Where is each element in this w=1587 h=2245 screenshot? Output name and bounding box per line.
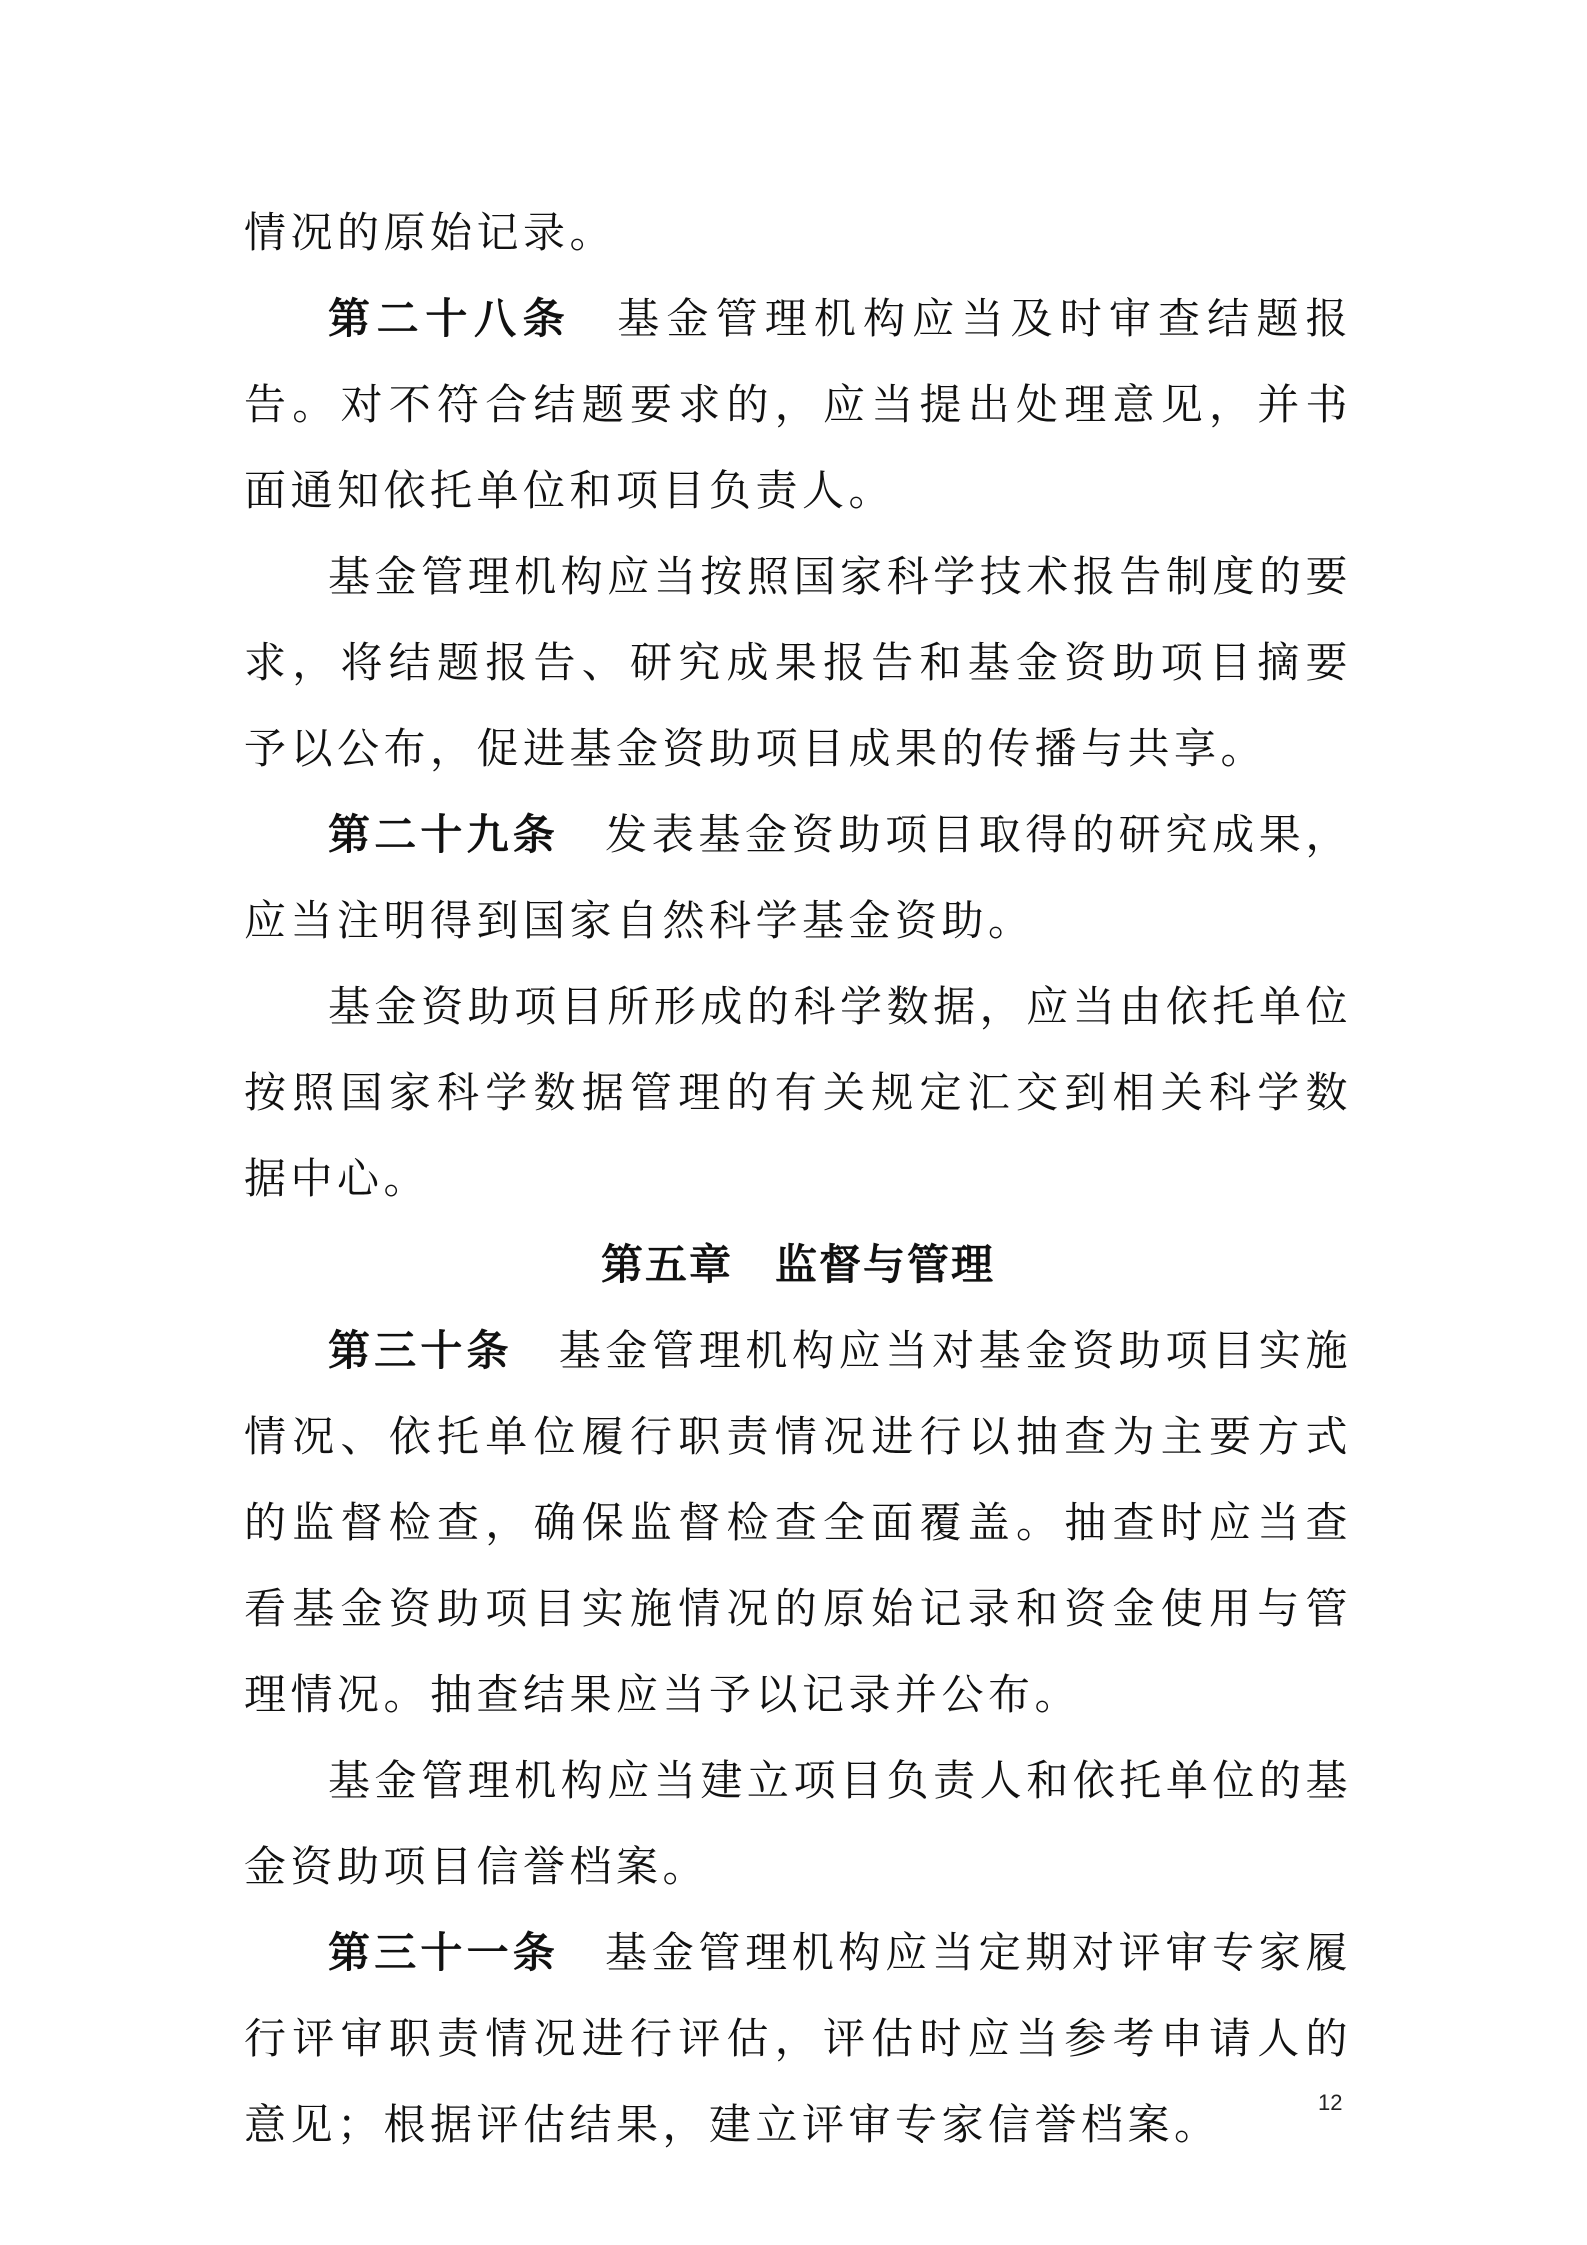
article-heading: 第二十八条 bbox=[328, 294, 572, 343]
document-body bbox=[244, 190, 1352, 2168]
article-text: 发表基金资助项目取得的研究成果，应当注明得到国家自然科学基金资助。 bbox=[244, 810, 1352, 945]
article-heading: 第三十条 bbox=[328, 1326, 513, 1375]
article-heading: 第二十九条 bbox=[328, 810, 559, 859]
article-text: 基金管理机构应当定期对评审专家履行评审职责情况进行评估，评估时应当参考申请人的意见；根据评估结果，建立评审专家信誉档案。 bbox=[244, 1928, 1352, 2149]
paragraph-text: 基金管理机构应当按照国家科学技术报告制度的要求，将结题报告、研究成果报告和基金资助项目摘要予以公布，促进基金资助项目成果的传播与共享。 bbox=[244, 552, 1352, 773]
article-30 bbox=[244, 1308, 1352, 1738]
paragraph-30-2 bbox=[244, 1738, 1352, 1910]
article-28 bbox=[244, 276, 1352, 534]
page-number: 12 bbox=[1318, 2090, 1343, 2115]
paragraph-text: 情况的原始记录。 bbox=[244, 208, 617, 257]
chapter-title: 监督与管理 bbox=[775, 1240, 996, 1289]
paragraph-28-2 bbox=[244, 534, 1352, 792]
article-heading: 第三十一条 bbox=[328, 1928, 559, 1977]
article-text: 基金管理机构应当及时审查结题报告。对不符合结题要求的，应当提出处理意见，并书面通知依托单位和项目负责人。 bbox=[244, 294, 1352, 515]
article-text: 基金管理机构应当对基金资助项目实施情况、依托单位履行职责情况进行以抽查为主要方式的监督检查，确保监督检查全面覆盖。抽查时应当查看基金资助项目实施情况的原始记录和资金使用与管理情况。抽查结果应当予以记录并公布。 bbox=[244, 1326, 1352, 1719]
chapter-number: 第五章 bbox=[600, 1240, 733, 1289]
article-31 bbox=[244, 1910, 1352, 2168]
paragraph-continuation bbox=[244, 190, 1352, 276]
chapter-heading bbox=[244, 1222, 1352, 1308]
paragraph-text: 基金资助项目所形成的科学数据，应当由依托单位按照国家科学数据管理的有关规定汇交到相关科学数据中心。 bbox=[244, 982, 1352, 1203]
paragraph-text: 基金管理机构应当建立项目负责人和依托单位的基金资助项目信誉档案。 bbox=[244, 1756, 1352, 1891]
paragraph-29-2 bbox=[244, 964, 1352, 1222]
article-29 bbox=[244, 792, 1352, 964]
